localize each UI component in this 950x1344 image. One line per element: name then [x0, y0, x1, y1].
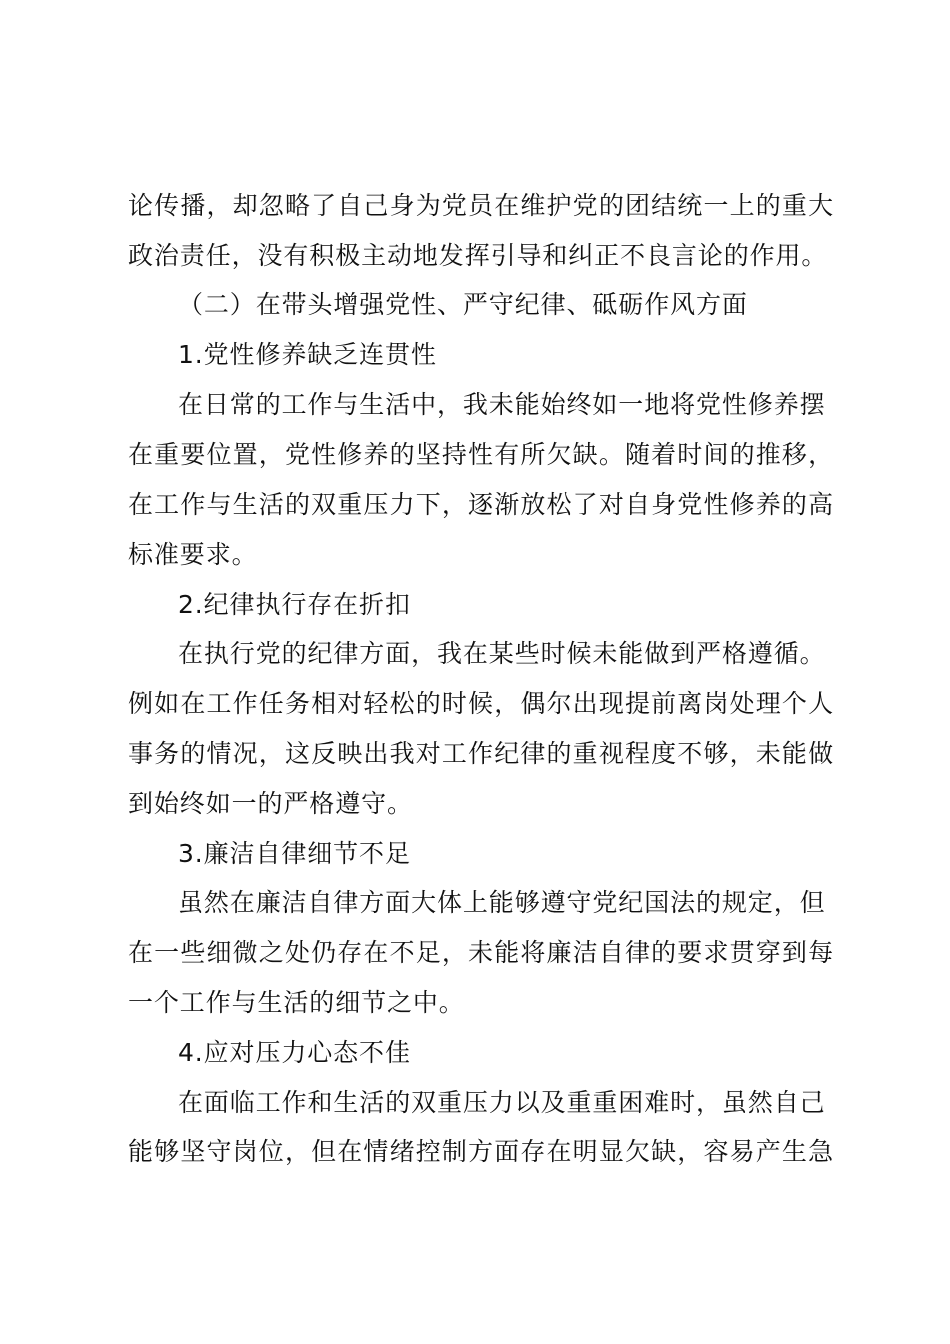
body-text-line: 例如在工作任务相对轻松的时候，偶尔出现提前离岗处理个人: [128, 689, 834, 718]
section-heading: （二）在带头增强党性、严守纪律、砥砺作风方面: [178, 290, 748, 319]
item-heading: 2.纪律执行存在折扣: [178, 590, 411, 619]
body-text-line: 标准要求。: [128, 540, 258, 569]
item-heading: 1.党性修养缺乏连贯性: [178, 340, 437, 369]
body-text-line: 在执行党的纪律方面，我在某些时候未能做到严格遵循。: [178, 639, 826, 668]
body-text-line: 一个工作与生活的细节之中。: [128, 988, 465, 1017]
body-text-line: 能够坚守岗位，但在情绪控制方面存在明显欠缺，容易产生急: [128, 1137, 834, 1166]
item-heading: 3.廉洁自律细节不足: [178, 839, 411, 868]
body-text-line: 到始终如一的严格遵守。: [128, 789, 413, 818]
body-text-line: 事务的情况，这反映出我对工作纪律的重视程度不够，未能做: [128, 739, 834, 768]
body-text-line: 虽然在廉洁自律方面大体上能够遵守党纪国法的规定，但: [178, 888, 826, 917]
item-heading: 4.应对压力心态不佳: [178, 1038, 411, 1067]
body-text-line: 在一些细微之处仍存在不足，未能将廉洁自律的要求贯穿到每: [128, 938, 834, 967]
body-text-line: 论传播，却忽略了自己身为党员在维护党的团结统一上的重大: [128, 191, 834, 220]
body-text-line: 在重要位置，党性修养的坚持性有所欠缺。随着时间的推移，: [128, 440, 834, 469]
body-text-line: 在工作与生活的双重压力下，逐渐放松了对自身党性修养的高: [128, 490, 834, 519]
body-text-line: 政治责任，没有积极主动地发挥引导和纠正不良言论的作用。: [128, 241, 828, 270]
body-text-line: 在面临工作和生活的双重压力以及重重困难时，虽然自己: [178, 1088, 826, 1117]
body-text-line: 在日常的工作与生活中，我未能始终如一地将党性修养摆: [178, 390, 826, 419]
